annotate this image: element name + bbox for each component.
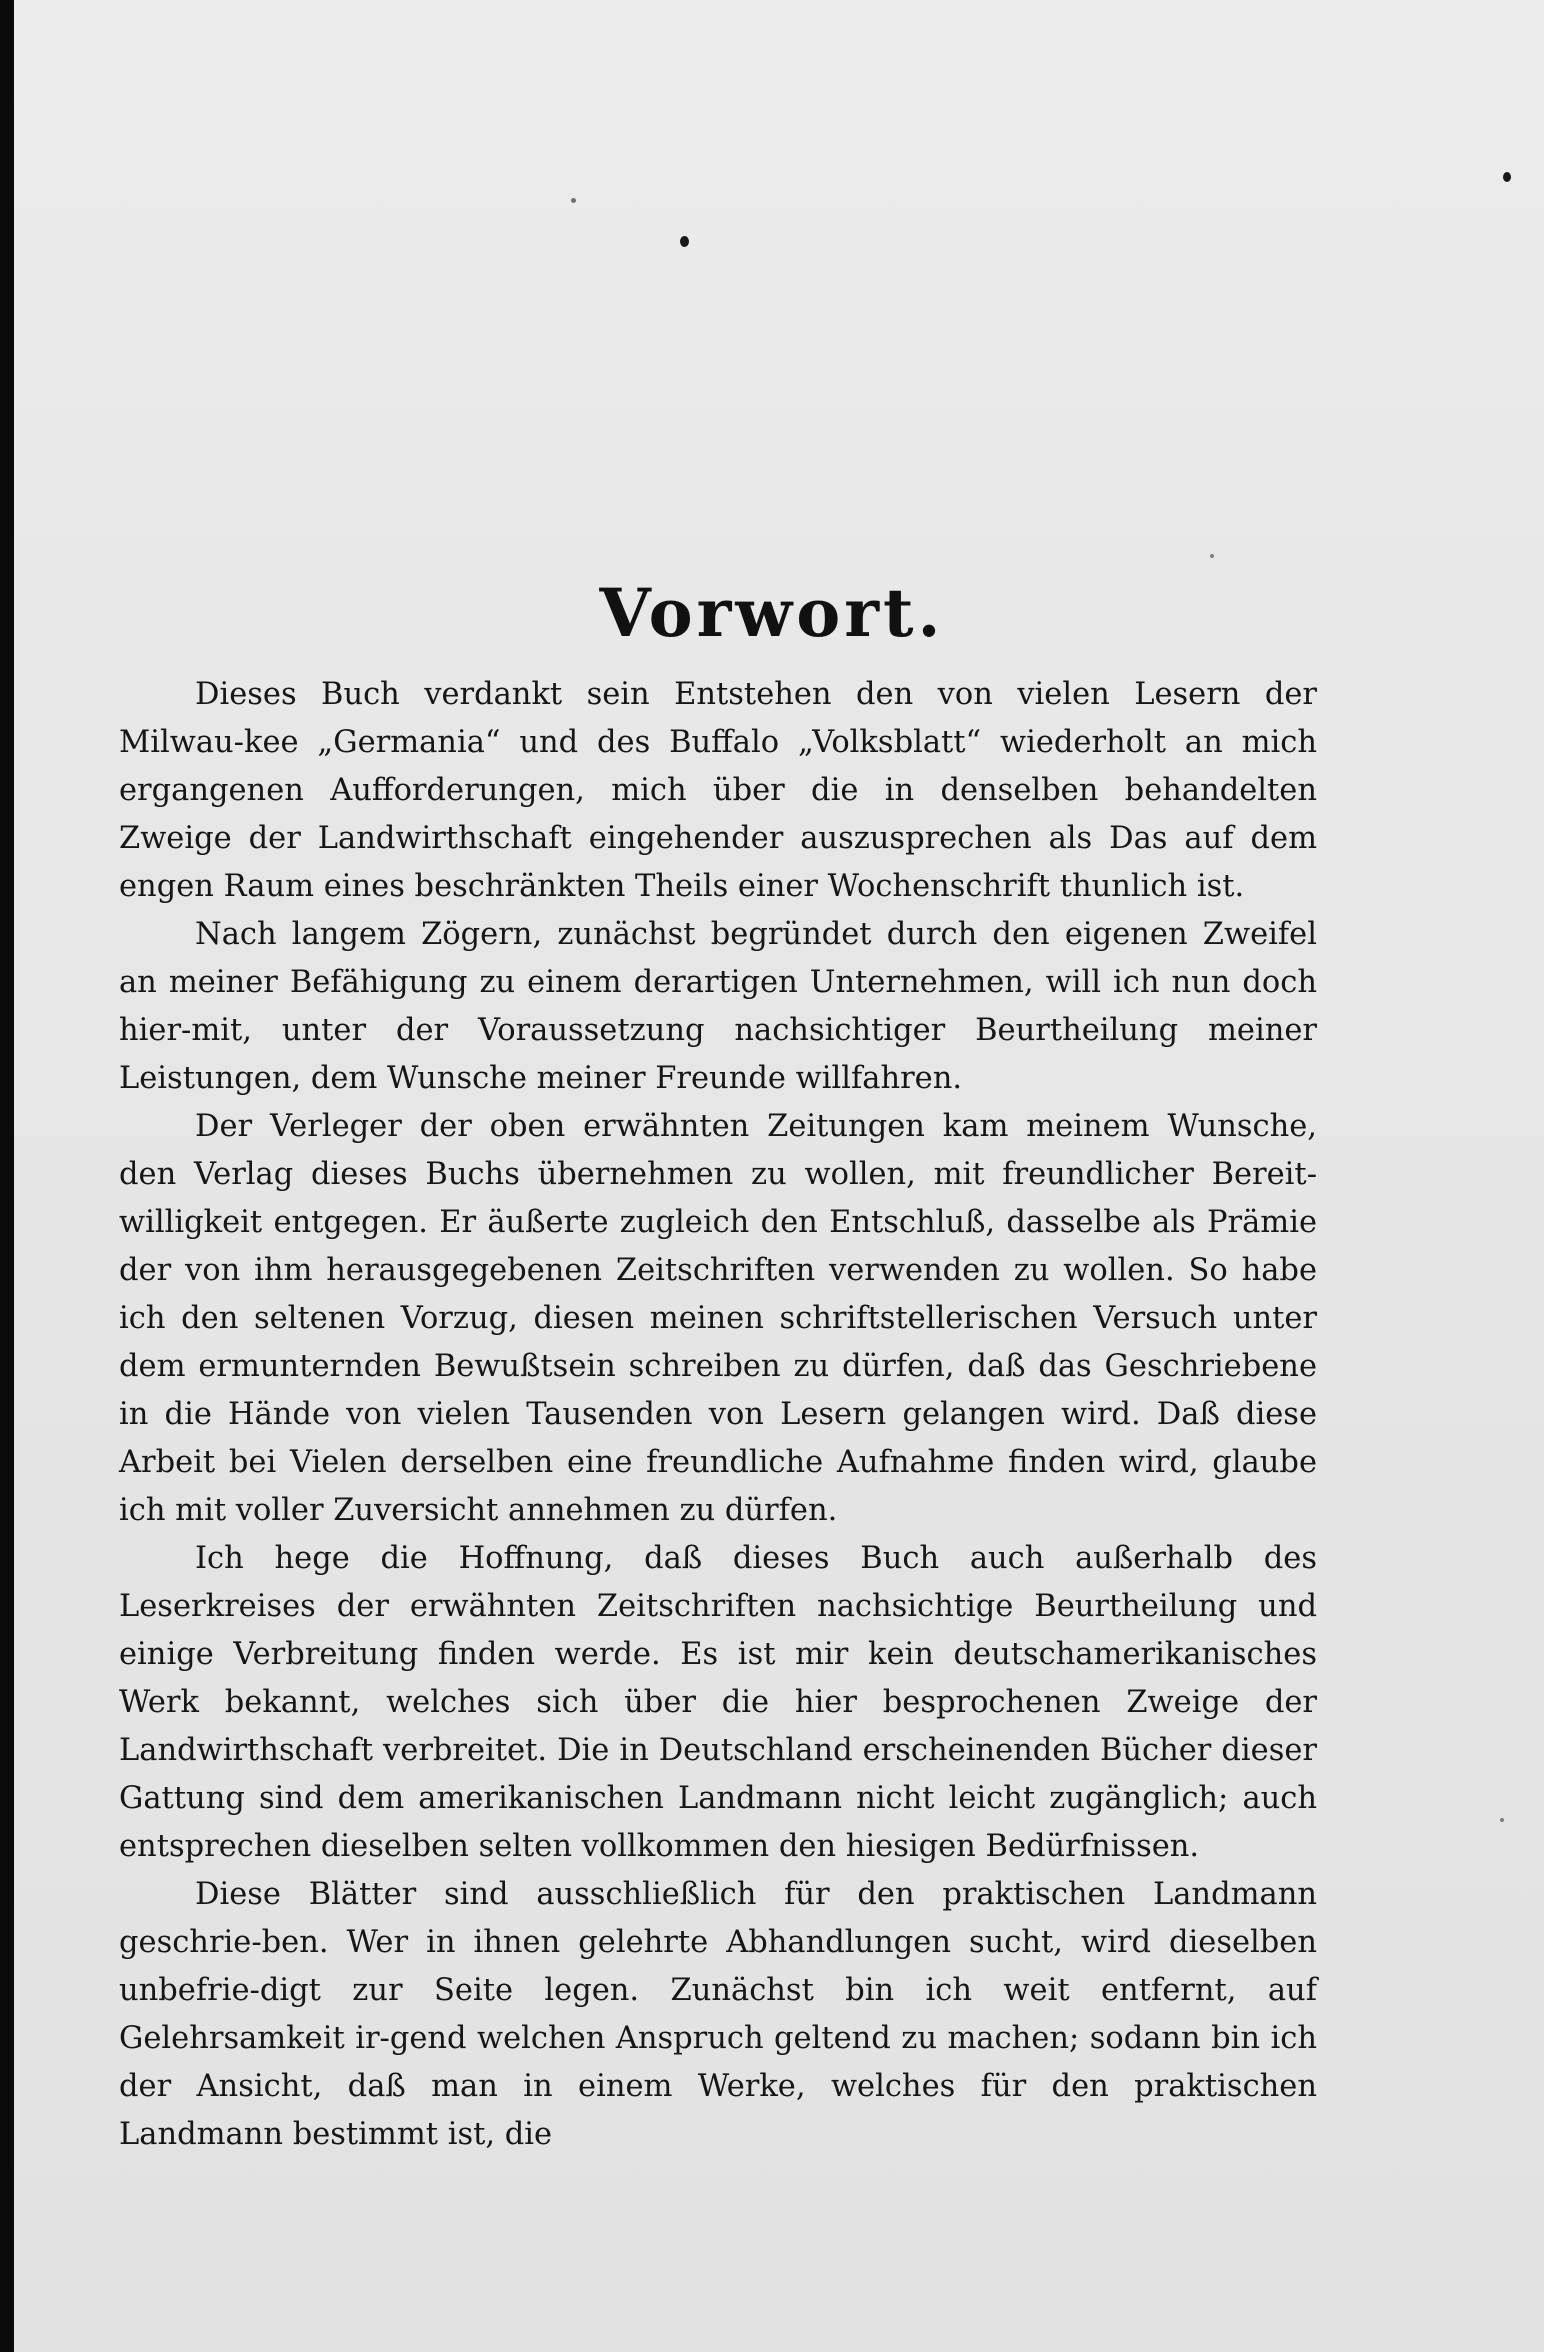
paragraph: Diese Blätter sind ausschließlich für den praktischen Landmann geschrie-ben. Wer in ihnen gelehrte Abhandlungen sucht, wird dieselben unbefrie-digt zur Seite legen. Zunächst bin ich weit entfernt, auf Gelehrsamkeit ir-gend welchen Anspruch geltend zu machen; sodann bin ich der Ansicht, daß man in einem Werke, welches für den praktischen Landmann bestimmt ist, die xyxy=(119,1877,1317,2152)
binding-edge xyxy=(0,0,14,2352)
paragraph: Der Verleger der oben erwähnten Zeitungen kam meinem Wunsche, den Verlag dieses Buchs übernehmen zu wollen, mit freundlicher Bereit-willigkeit entgegen. Er äußerte zugleich den Entschluß, dasselbe als Prämie der von ihm herausgegebenen Zeitschriften verwenden zu wollen. So habe ich den seltenen Vorzug, diesen meinen schriftstellerischen Versuch unter dem ermunternden Bewußtsein schreiben zu dürfen, daß das Geschriebene in die Hände von vielen Tausenden von Lesern gelangen wird. Daß diese Arbeit bei Vielen derselben eine freundliche Aufnahme finden wird, glaube ich mit voller Zuversicht annehmen zu dürfen. xyxy=(119,1109,1317,1528)
paragraph: Dieses Buch verdankt sein Entstehen den von vielen Lesern der Milwau-kee „Germania“ und des Buffalo „Volksblatt“ wiederholt an mich ergangenen Aufforderungen, mich über die in denselben behandelten Zweige der Landwirthschaft eingehender auszusprechen als Das auf dem engen Raum eines beschränkten Theils einer Wochenschrift thunlich ist. xyxy=(119,677,1317,904)
ink-speck xyxy=(1210,554,1214,558)
ink-speck xyxy=(571,198,576,203)
ink-speck xyxy=(680,236,689,247)
preface-body xyxy=(119,671,1317,2159)
paragraph: Ich hege die Hoffnung, daß dieses Buch auch außerhalb des Leserkreises der erwähnten Zeitschriften nachsichtige Beurtheilung und einige Verbreitung finden werde. Es ist mir kein deutschamerikanisches Werk bekannt, welches sich über die hier besprochenen Zweige der Landwirthschaft verbreitet. Die in Deutschland erscheinenden Bücher dieser Gattung sind dem amerikanischen Landmann nicht leicht zugänglich; auch entsprechen dieselben selten vollkommen den hiesigen Bedürfnissen. xyxy=(119,1541,1317,1864)
ink-speck xyxy=(1503,172,1511,182)
ink-speck xyxy=(1500,1818,1504,1822)
page-title: Vorwort. xyxy=(599,574,945,653)
paragraph: Nach langem Zögern, zunächst begründet durch den eigenen Zweifel an meiner Befähigung zu einem derartigen Unternehmen, will ich nun doch hier-mit, unter der Voraussetzung nachsichtiger Beurtheilung meiner Leistungen, dem Wunsche meiner Freunde willfahren. xyxy=(119,917,1317,1096)
